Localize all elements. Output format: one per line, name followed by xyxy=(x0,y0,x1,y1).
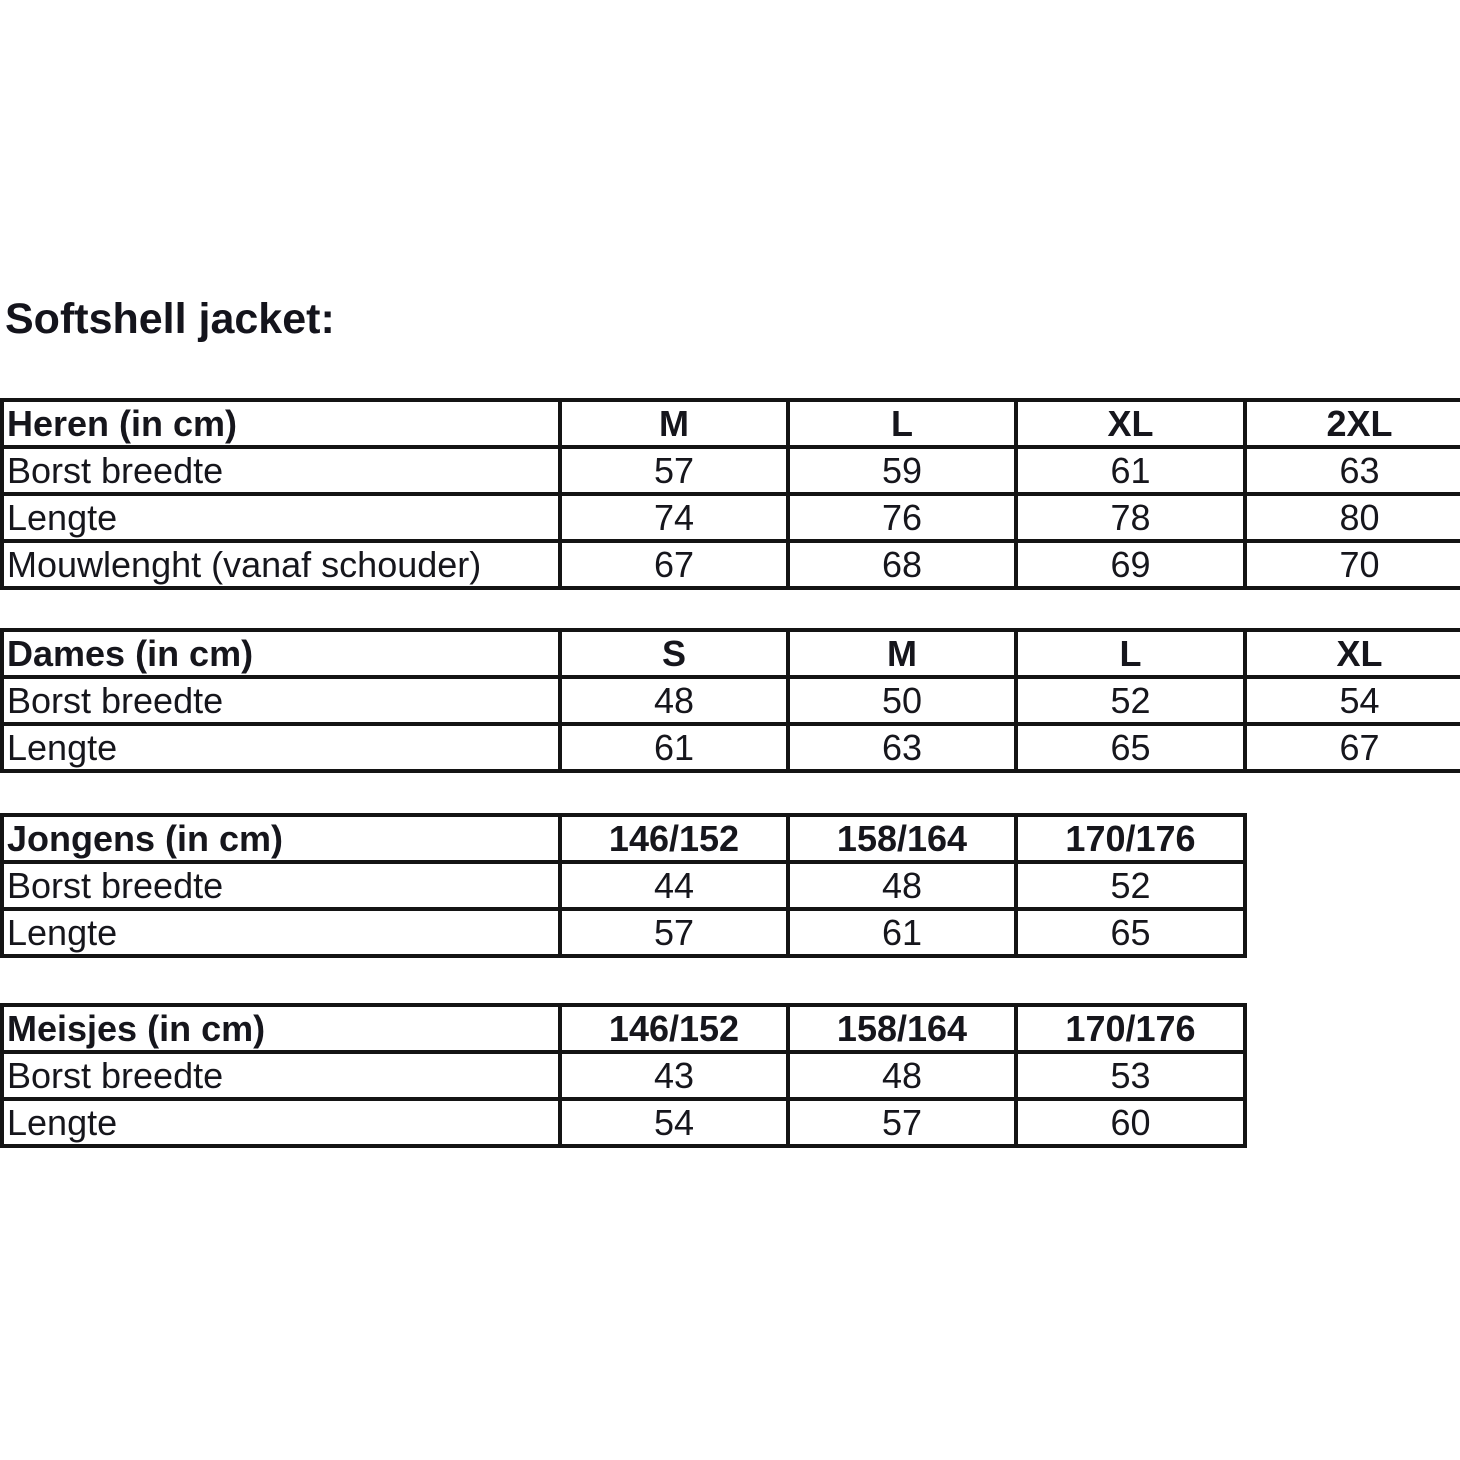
row-label-cell: Lengte xyxy=(2,1099,560,1146)
size-table-dames xyxy=(0,628,1460,773)
table-header-label: Jongens (in cm) xyxy=(2,815,560,862)
size-value-cell: 65 xyxy=(1016,724,1245,771)
size-value-cell: 68 xyxy=(788,541,1016,588)
size-value-cell: 69 xyxy=(1016,541,1245,588)
row-label-cell: Lengte xyxy=(2,724,560,771)
size-value-cell: 50 xyxy=(788,677,1016,724)
size-header-cell: 170/176 xyxy=(1016,815,1245,862)
size-header-cell: 158/164 xyxy=(788,1005,1016,1052)
size-value-cell: 78 xyxy=(1016,494,1245,541)
row-label-cell: Mouwlenght (vanaf schouder) xyxy=(2,541,560,588)
size-value-cell: 76 xyxy=(788,494,1016,541)
size-value-cell: 61 xyxy=(1016,447,1245,494)
size-value-cell: 54 xyxy=(1245,677,1460,724)
row-label-cell: Lengte xyxy=(2,494,560,541)
size-header-cell: XL xyxy=(1016,400,1245,447)
table-header-row xyxy=(2,630,1460,677)
table-row xyxy=(2,862,1245,909)
size-value-cell: 48 xyxy=(788,862,1016,909)
size-value-cell: 74 xyxy=(560,494,788,541)
size-header-cell: M xyxy=(560,400,788,447)
size-header-cell: L xyxy=(1016,630,1245,677)
row-label-cell: Lengte xyxy=(2,909,560,956)
table-header-row xyxy=(2,815,1245,862)
table-row xyxy=(2,724,1460,771)
size-value-cell: 59 xyxy=(788,447,1016,494)
size-value-cell: 61 xyxy=(560,724,788,771)
size-value-cell: 65 xyxy=(1016,909,1245,956)
size-value-cell: 52 xyxy=(1016,677,1245,724)
table-header-label: Dames (in cm) xyxy=(2,630,560,677)
size-value-cell: 52 xyxy=(1016,862,1245,909)
table-header-row xyxy=(2,1005,1245,1052)
size-value-cell: 53 xyxy=(1016,1052,1245,1099)
size-header-cell: 146/152 xyxy=(560,1005,788,1052)
table-header-row xyxy=(2,400,1460,447)
size-value-cell: 70 xyxy=(1245,541,1460,588)
row-label-cell: Borst breedte xyxy=(2,447,560,494)
table-row xyxy=(2,1099,1245,1146)
table-row xyxy=(2,909,1245,956)
size-value-cell: 44 xyxy=(560,862,788,909)
size-value-cell: 48 xyxy=(788,1052,1016,1099)
size-header-cell: S xyxy=(560,630,788,677)
table-header-label: Meisjes (in cm) xyxy=(2,1005,560,1052)
size-value-cell: 80 xyxy=(1245,494,1460,541)
size-header-cell: M xyxy=(788,630,1016,677)
size-value-cell: 63 xyxy=(1245,447,1460,494)
size-header-cell: XL xyxy=(1245,630,1460,677)
size-value-cell: 63 xyxy=(788,724,1016,771)
size-value-cell: 57 xyxy=(560,909,788,956)
row-label-cell: Borst breedte xyxy=(2,677,560,724)
size-table-meisjes xyxy=(0,1003,1247,1148)
size-value-cell: 43 xyxy=(560,1052,788,1099)
size-value-cell: 54 xyxy=(560,1099,788,1146)
size-value-cell: 48 xyxy=(560,677,788,724)
page-title: Softshell jacket: xyxy=(5,295,335,343)
size-header-cell: 2XL xyxy=(1245,400,1460,447)
row-label-cell: Borst breedte xyxy=(2,862,560,909)
size-header-cell: L xyxy=(788,400,1016,447)
size-value-cell: 60 xyxy=(1016,1099,1245,1146)
table-row xyxy=(2,1052,1245,1099)
size-table-jongens xyxy=(0,813,1247,958)
size-value-cell: 57 xyxy=(560,447,788,494)
size-value-cell: 57 xyxy=(788,1099,1016,1146)
size-header-cell: 158/164 xyxy=(788,815,1016,862)
table-row xyxy=(2,447,1460,494)
table-header-label: Heren (in cm) xyxy=(2,400,560,447)
table-row xyxy=(2,677,1460,724)
table-row xyxy=(2,494,1460,541)
size-table-heren xyxy=(0,398,1460,590)
table-row xyxy=(2,541,1460,588)
size-header-cell: 146/152 xyxy=(560,815,788,862)
size-value-cell: 67 xyxy=(1245,724,1460,771)
row-label-cell: Borst breedte xyxy=(2,1052,560,1099)
size-value-cell: 61 xyxy=(788,909,1016,956)
size-header-cell: 170/176 xyxy=(1016,1005,1245,1052)
size-value-cell: 67 xyxy=(560,541,788,588)
